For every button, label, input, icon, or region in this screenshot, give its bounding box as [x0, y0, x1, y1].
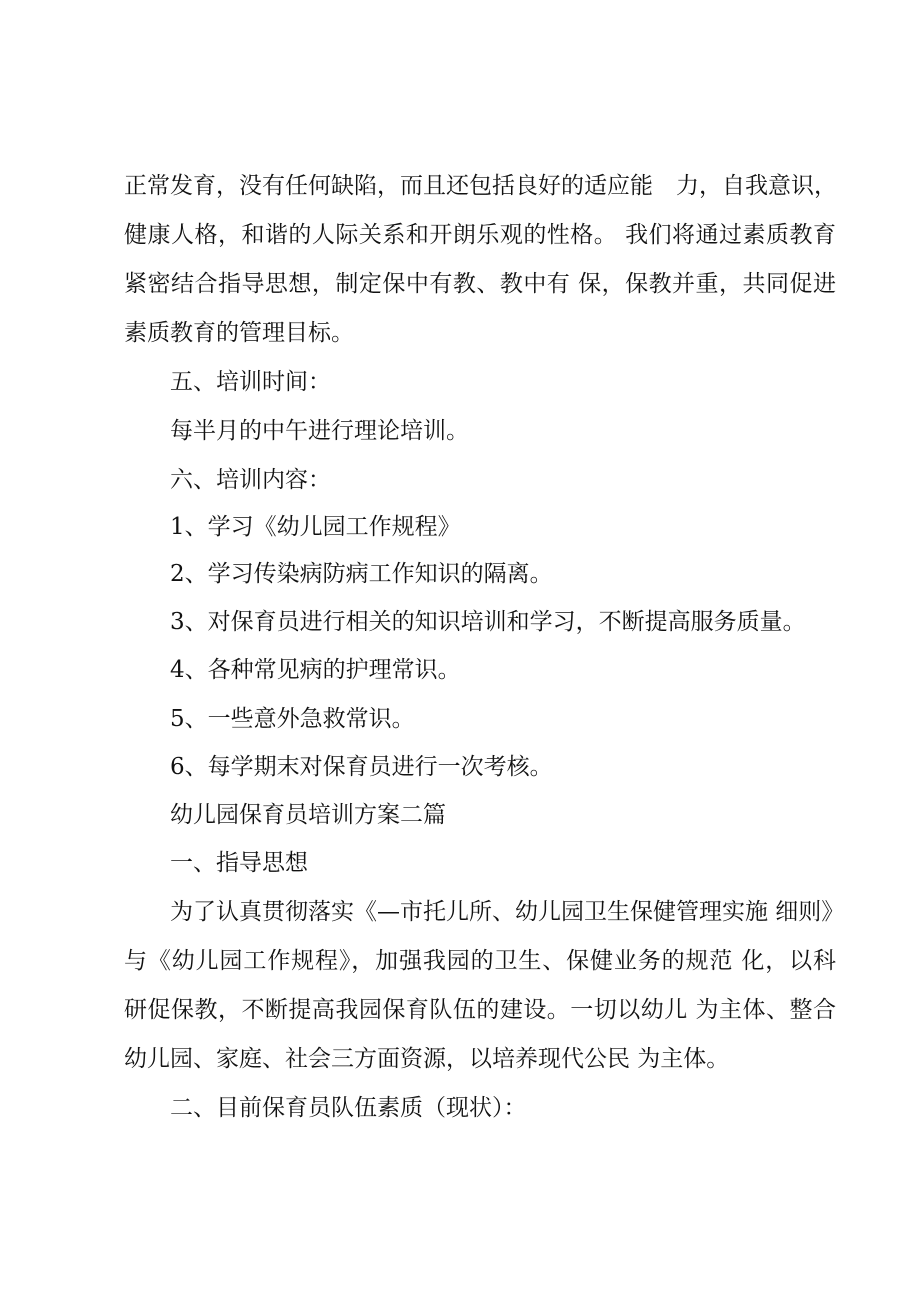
section-heading: 六、培训内容： [170, 467, 331, 493]
list-item: 1、学习《幼儿园工作规程》 [170, 514, 461, 540]
part-title: 幼儿园保育员培训方案二篇 [170, 802, 446, 828]
list-item: 4、各种常见病的护理常识。 [170, 657, 461, 683]
paragraph-line: 研促保教，不断提高我园保育队伍的建设。一切以幼儿 为主体、整合 [124, 997, 836, 1023]
paragraph-line: 与《幼儿园工作规程》，加强我园的卫生、保健业务的规范 化，以科 [124, 948, 836, 974]
list-item: 2、学习传染病防病工作知识的隔离。 [170, 561, 553, 587]
paragraph-line: 为了认真贯彻落实《—市托儿所、幼儿园卫生保健管理实施 细则》 [170, 899, 845, 925]
list-item: 5、一些意外急救常识。 [170, 706, 415, 732]
paragraph-line: 健康人格，和谐的人际关系和开朗乐观的性格。 我们将通过素质教育 [124, 222, 836, 248]
section-text: 每半月的中午进行理论培训。 [170, 418, 469, 444]
list-item: 3、对保育员进行相关的知识培训和学习，不断提高服务质量。 [170, 609, 806, 635]
section-heading: 一、指导思想 [170, 850, 308, 876]
paragraph-line: 素质教育的管理目标。 [124, 320, 354, 346]
paragraph-line: 幼儿园、家庭、社会三方面资源，以培养现代公民 为主体。 [124, 1046, 730, 1072]
section-heading: 五、培训时间： [170, 369, 331, 395]
paragraph-line: 正常发育，没有任何缺陷，而且还包括良好的适应能 力，自我意识， [124, 173, 837, 199]
paragraph-line: 紧密结合指导思想，制定保中有教、教中有 保，保教并重，共同促进 [124, 271, 836, 297]
list-item: 6、每学期末对保育员进行一次考核。 [170, 754, 553, 780]
section-heading: 二、目前保育员队伍素质（现状）： [170, 1095, 527, 1121]
